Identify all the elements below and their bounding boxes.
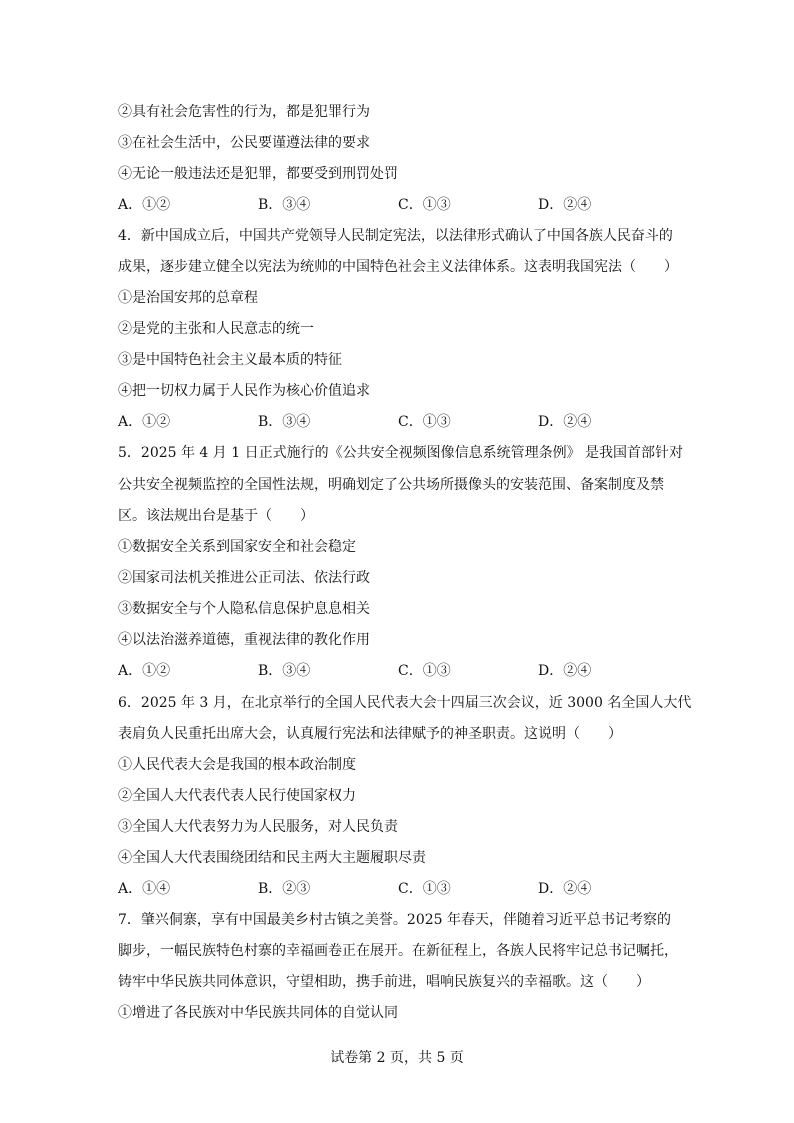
statement: ①人民代表大会是我国的根本政治制度 (118, 757, 356, 773)
option-d: D．②④ (538, 414, 592, 430)
question-4-stem: 成果，逐步建立健全以宪法为统帅的中国特色社会主义法律体系。这表明我国宪法（ ） (118, 259, 678, 275)
statement: ③在社会生活中，公民要谨遵法律的要求 (118, 135, 370, 151)
question-6-stem: 表肩负人民重托出席大会，认真履行宪法和法律赋予的神圣职责。这说明（ ） (118, 726, 622, 742)
option-a: A．①② (118, 663, 171, 679)
statement: ③是中国特色社会主义最本质的特征 (118, 352, 342, 368)
statement: ①数据安全关系到国家安全和社会稳定 (118, 539, 356, 555)
option-a: A．①② (118, 197, 171, 213)
question-5-stem: 5．2025 年 4 月 1 日正式施行的《公共安全视频图像信息系统管理条例》 是我国首部针对 (118, 445, 684, 461)
question-7-stem: 7．肇兴侗寨，享有中国最美乡村古镇之美誉。2025 年春天，伴随着习近平总书记考察的 (118, 912, 671, 928)
option-c: C．①③ (398, 197, 451, 213)
question-7-stem: 铸牢中华民族共同体意识，守望相助，携手前进，唱响民族复兴的幸福歌。这（ ） (118, 974, 650, 990)
question-6-stem: 6．2025 年 3 月，在北京举行的全国人民代表大会十四届三次会议，近 3000 名全国人大代 (118, 695, 692, 711)
answer-options (118, 412, 678, 432)
answer-options (118, 661, 678, 681)
option-c: C．①③ (398, 881, 451, 897)
option-c: C．①③ (398, 663, 451, 679)
page-footer: 试卷第 2 页，共 5 页 (330, 1050, 464, 1066)
option-b: B．③④ (258, 197, 311, 213)
question-5-stem: 区。该法规出台是基于（ ） (118, 508, 314, 524)
statement: ③全国人大代表努力为人民服务，对人民负责 (118, 819, 398, 835)
option-b: B．②③ (258, 881, 311, 897)
statement: ③数据安全与个人隐私信息保护息息相关 (118, 601, 370, 617)
option-d: D．②④ (538, 663, 592, 679)
statement: ④以法治滋养道德，重视法律的教化作用 (118, 632, 370, 648)
statement: ④把一切权力属于人民作为核心价值追求 (118, 383, 370, 399)
statement: ①是治国安邦的总章程 (118, 290, 258, 306)
answer-options (118, 195, 678, 215)
question-5-stem: 公共安全视频监控的全国性法规，明确划定了公共场所摄像头的安装范围、备案制度及禁 (118, 477, 664, 493)
statement: ②是党的主张和人民意志的统一 (118, 321, 314, 337)
statement: ②具有社会危害性的行为，都是犯罪行为 (118, 104, 370, 120)
option-d: D．②④ (538, 881, 592, 897)
question-7-stem: 脚步，一幅民族特色村寨的幸福画卷正在展开。在新征程上，各族人民将牢记总书记嘱托， (118, 943, 678, 959)
statement: ①增进了各民族对中华民族共同体的自觉认同 (118, 1005, 398, 1021)
option-b: B．③④ (258, 663, 311, 679)
option-a: A．①② (118, 414, 171, 430)
answer-options (118, 879, 678, 899)
option-c: C．①③ (398, 414, 451, 430)
option-b: B．③④ (258, 414, 311, 430)
statement: ④无论一般违法还是犯罪，都要受到刑罚处罚 (118, 166, 398, 182)
option-d: D．②④ (538, 197, 592, 213)
statement: ②国家司法机关推进公正司法、依法行政 (118, 570, 370, 586)
question-4-stem: 4．新中国成立后，中国共产党领导人民制定宪法，以法律形式确认了中国各族人民奋斗的 (118, 228, 673, 244)
statement: ④全国人大代表围绕团结和民主两大主题履职尽责 (118, 850, 426, 866)
option-a: A．①④ (118, 881, 171, 897)
statement: ②全国人大代表代表人民行使国家权力 (118, 788, 356, 804)
